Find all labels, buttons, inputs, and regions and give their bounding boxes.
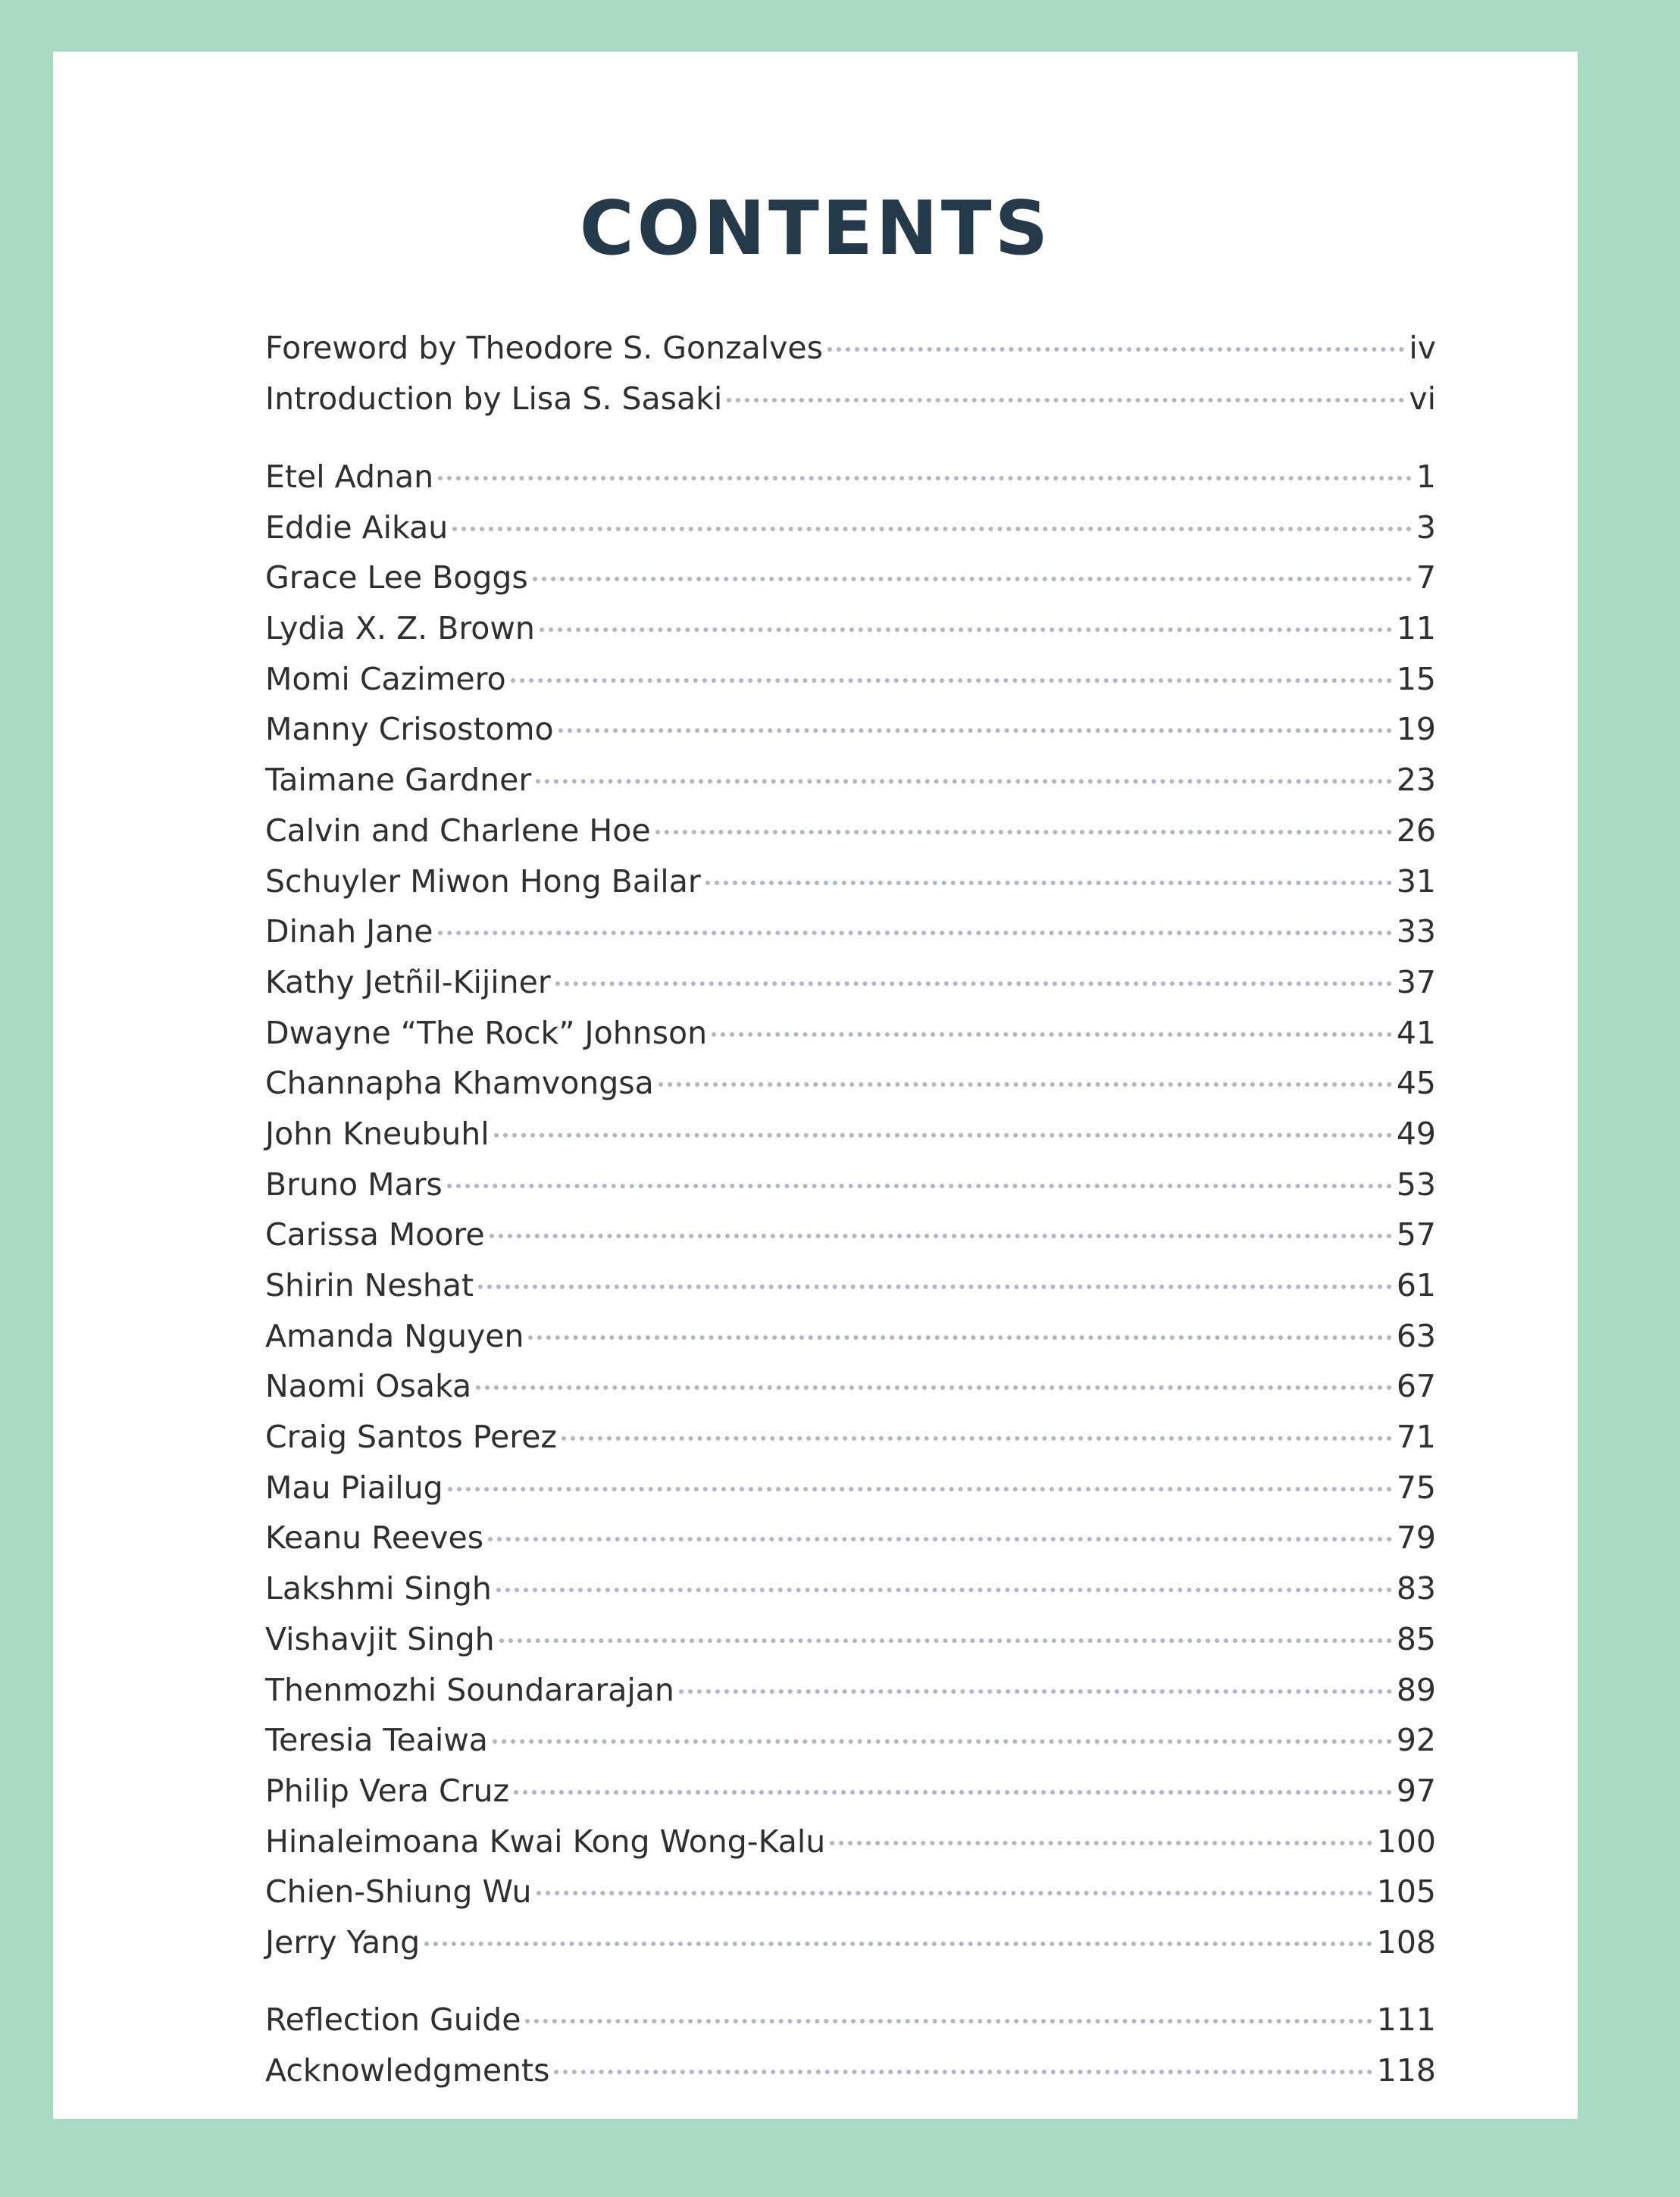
toc-entry-title: Momi Cazimero [265,660,506,697]
toc-entry-page-number: 75 [1396,1469,1436,1506]
toc-entry [265,1260,1436,1311]
toc-entry-title: Dinah Jane [265,913,433,950]
dot-leader [555,981,1392,986]
toc-entry-page-number: 57 [1396,1216,1436,1253]
toc-entry [265,1210,1436,1260]
toc-entry [265,552,1436,603]
dot-leader [705,881,1392,885]
toc-entry-title: Calvin and Charlene Hoe [265,812,651,849]
dot-leader [525,2019,1372,2023]
toc-entry-title: Schuyler Miwon Hong Bailar [265,862,701,900]
toc-entry [265,957,1436,1008]
toc-entry-page-number: vi [1409,380,1436,417]
toc-entry-page-number: 3 [1416,509,1436,546]
toc-entry-page-number: 61 [1396,1267,1436,1303]
back-matter-list [265,1995,1436,2095]
toc-entry-title: Lakshmi Singh [265,1570,492,1607]
toc-entry-page-number: 26 [1396,812,1436,849]
toc-entry-title: Carissa Moore [265,1216,485,1253]
toc-entry-title: Acknowledgments [265,2051,550,2089]
toc-entry-title: Reflection Guide [265,2001,521,2038]
dot-leader [494,1133,1392,1138]
toc-entry [265,1614,1436,1665]
dot-leader [452,527,1412,531]
toc-entry-title: Introduction by Lisa S. Sasaki [265,380,723,417]
dot-leader [533,577,1412,581]
toc-entry-title: Taimane Gardner [265,762,532,799]
toc-entry-title: Grace Lee Boggs [265,559,528,596]
toc-entry [265,704,1436,755]
toc-entry [265,755,1436,806]
dot-leader [478,1285,1392,1289]
toc-entry-page-number: 7 [1416,559,1436,596]
toc-entry [265,1361,1436,1412]
toc-entry-title: Jerry Yang [265,1923,421,1961]
toc-entry [265,1766,1436,1817]
toc-entry [265,654,1436,705]
dot-leader [514,1790,1392,1795]
dot-leader [496,1588,1392,1592]
toc-entry-title: Eddie Aikau [265,509,449,546]
toc-entry-page-number: 37 [1396,963,1436,1000]
toc-entry-title: Amanda Nguyen [265,1317,524,1354]
toc-entry-page-number: 85 [1396,1620,1436,1657]
contents-page [53,52,1578,2119]
dot-leader [712,1032,1392,1037]
toc-entry-title: Teresia Teaiwa [265,1722,488,1759]
page-title: CONTENTS [579,186,1052,272]
dot-leader [476,1385,1392,1390]
toc-entry [265,374,1436,424]
toc-entry [265,1058,1436,1109]
toc-entry [265,856,1436,907]
dot-leader [727,398,1404,402]
toc-entry-title: John Kneubuhl [265,1115,490,1152]
toc-entry-page-number: 23 [1396,762,1436,799]
toc-entry-title: Chien-Shiung Wu [265,1873,532,1911]
toc-entry [265,1995,1436,2045]
dot-leader [830,1841,1372,1845]
toc-entry-title: Hinaleimoana Kwai Kong Wong-Kalu [265,1823,826,1860]
toc-entry-page-number: 83 [1396,1570,1436,1607]
toc-entry [265,1715,1436,1766]
toc-entry-page-number: iv [1409,330,1436,366]
toc-entry-title: Philip Vera Cruz [265,1772,510,1809]
toc-entry-title: Bruno Mars [265,1166,443,1203]
dot-leader [511,678,1392,683]
toc-entry [265,1665,1436,1716]
toc-entry-title: Lydia X. Z. Brown [265,610,535,647]
dot-leader [448,1487,1392,1491]
toc-entry [265,452,1436,502]
dot-leader [528,1335,1391,1340]
toc-entry-title: Craig Santos Perez [265,1419,557,1456]
toc-entry-page-number: 41 [1396,1014,1436,1051]
dot-leader [554,2070,1372,2074]
toc-entry-page-number: 1 [1416,458,1436,495]
toc-entry-page-number: 31 [1396,862,1436,900]
toc-entry-page-number: 92 [1396,1722,1436,1759]
dot-leader [488,1537,1392,1541]
dot-leader [493,1739,1392,1744]
toc-entry [265,1311,1436,1362]
toc-entry-page-number: 118 [1376,2051,1436,2089]
toc-entry-page-number: 63 [1396,1317,1436,1354]
toc-entry-page-number: 19 [1396,711,1436,748]
toc-entry [265,1008,1436,1059]
toc-entry-page-number: 100 [1376,1823,1436,1860]
toc-entry [265,1817,1436,1867]
dot-leader [562,1436,1392,1441]
toc-entry-title: Manny Crisostomo [265,711,554,748]
dot-leader [655,830,1392,834]
toc-entry-page-number: 71 [1396,1419,1436,1456]
toc-entry-page-number: 89 [1396,1671,1436,1708]
dot-leader [499,1638,1392,1643]
toc-entry [265,906,1436,957]
toc-entry-page-number: 11 [1396,610,1436,647]
dot-leader [659,1082,1392,1087]
toc-entry-page-number: 15 [1396,660,1436,697]
toc-entry [265,806,1436,856]
toc-entry [265,1867,1436,1917]
dot-leader [447,1184,1392,1188]
toc-entry-page-number: 105 [1376,1873,1436,1911]
toc-entry-title: Thenmozhi Soundararajan [265,1671,674,1708]
toc-entry-page-number: 45 [1396,1065,1436,1102]
toc-entry [265,1412,1436,1463]
toc-entry-title: Naomi Osaka [265,1368,472,1405]
dot-leader [558,728,1392,733]
dot-leader [679,1689,1392,1694]
dot-leader [438,476,1412,480]
dot-leader [537,1891,1372,1895]
dot-leader [438,931,1392,935]
toc-entry [265,1563,1436,1614]
toc-entry-page-number: 79 [1396,1519,1436,1557]
dot-leader [490,1234,1392,1238]
toc-entry-title: Dwayne “The Rock” Johnson [265,1014,708,1051]
toc-entry-title: Keanu Reeves [265,1519,484,1557]
toc-entry [265,1463,1436,1513]
toc-entry-title: Foreword by Theodore S. Gonzalves [265,330,823,366]
front-matter-list [265,323,1436,424]
toc-entry [265,1109,1436,1160]
dot-leader [827,347,1404,352]
toc-entry-title: Mau Piailug [265,1469,443,1506]
dot-leader [536,779,1392,784]
toc-entry-title: Etel Adnan [265,458,434,495]
toc-entry [265,1513,1436,1563]
toc-entry-title: Vishavjit Singh [265,1620,495,1657]
toc-entry-page-number: 97 [1396,1772,1436,1809]
toc-entry [265,603,1436,654]
toc-entry-page-number: 108 [1376,1923,1436,1961]
toc-entry-page-number: 49 [1396,1115,1436,1152]
toc-entry-page-number: 53 [1396,1166,1436,1203]
toc-entry-title: Shirin Neshat [265,1267,474,1303]
dot-leader [540,627,1392,632]
toc-entry [265,1160,1436,1210]
dot-leader [424,1942,1372,1946]
profiles-list [265,452,1436,1968]
toc-entry-page-number: 111 [1376,2001,1436,2038]
toc-entry [265,502,1436,553]
toc-entry-page-number: 67 [1396,1368,1436,1405]
toc-entry [265,323,1436,374]
toc-entry-title: Kathy Jetñil-Kijiner [265,963,551,1000]
toc-entry [265,2045,1436,2096]
toc-entry [265,1917,1436,1968]
toc-entry-title: Channapha Khamvongsa [265,1065,654,1102]
toc-entry-page-number: 33 [1396,913,1436,950]
